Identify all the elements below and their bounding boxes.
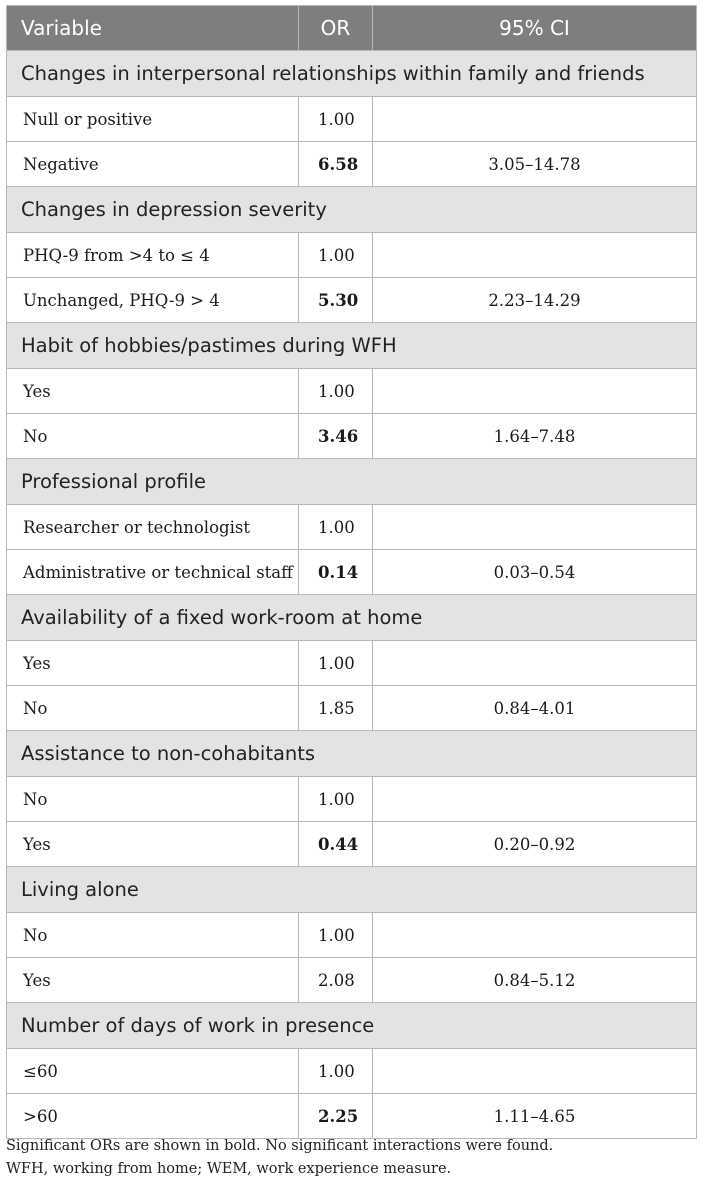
section-title: Number of days of work in presence — [7, 1003, 697, 1049]
ci-cell — [373, 233, 697, 278]
variable-cell: PHQ-9 from >4 to ≤ 4 — [7, 233, 299, 278]
ci-cell: 0.84–5.12 — [373, 958, 697, 1003]
section-row — [7, 459, 697, 505]
or-cell: 1.00 — [299, 1049, 373, 1094]
variable-cell: No — [7, 686, 299, 731]
section-row — [7, 1003, 697, 1049]
table-row — [7, 550, 697, 595]
footnote-significance: Significant ORs are shown in bold. No significant interactions were found. — [6, 1138, 554, 1154]
or-cell: 6.58 — [299, 142, 373, 187]
variable-cell: No — [7, 913, 299, 958]
or-cell: 1.00 — [299, 641, 373, 686]
variable-cell: Yes — [7, 369, 299, 414]
variable-cell: Yes — [7, 641, 299, 686]
footnote-abbreviations: WFH, working from home; WEM, work experience measure. — [6, 1161, 452, 1177]
variable-cell: Yes — [7, 822, 299, 867]
section-title: Changes in interpersonal relationships within family and friends — [7, 51, 697, 97]
table-row — [7, 233, 697, 278]
ci-cell — [373, 97, 697, 142]
odds-ratio-table — [6, 5, 697, 1139]
table-body — [7, 51, 697, 1139]
ci-cell — [373, 505, 697, 550]
variable-cell: No — [7, 414, 299, 459]
variable-cell: >60 — [7, 1094, 299, 1139]
ci-cell — [373, 1049, 697, 1094]
or-cell: 1.00 — [299, 233, 373, 278]
or-cell: 2.25 — [299, 1094, 373, 1139]
ci-cell: 1.64–7.48 — [373, 414, 697, 459]
ci-cell — [373, 913, 697, 958]
table-row — [7, 958, 697, 1003]
section-row — [7, 731, 697, 777]
variable-cell: Unchanged, PHQ-9 > 4 — [7, 278, 299, 323]
section-title: Living alone — [7, 867, 697, 913]
table-row — [7, 822, 697, 867]
section-title: Assistance to non-cohabitants — [7, 731, 697, 777]
or-cell: 0.44 — [299, 822, 373, 867]
ci-cell: 2.23–14.29 — [373, 278, 697, 323]
or-cell: 1.00 — [299, 913, 373, 958]
or-cell: 1.00 — [299, 97, 373, 142]
or-cell: 1.00 — [299, 777, 373, 822]
or-cell: 0.14 — [299, 550, 373, 595]
or-cell: 5.30 — [299, 278, 373, 323]
section-row — [7, 867, 697, 913]
table-row — [7, 1049, 697, 1094]
ci-cell: 3.05–14.78 — [373, 142, 697, 187]
ci-cell: 1.11–4.65 — [373, 1094, 697, 1139]
variable-cell: Administrative or technical staff — [7, 550, 299, 595]
ci-cell — [373, 641, 697, 686]
section-row — [7, 595, 697, 641]
table-row — [7, 414, 697, 459]
table-row — [7, 97, 697, 142]
section-row — [7, 51, 697, 97]
ci-cell — [373, 369, 697, 414]
table-row — [7, 913, 697, 958]
column-header-variable: Variable — [7, 6, 299, 51]
variable-cell: ≤60 — [7, 1049, 299, 1094]
ci-cell: 0.03–0.54 — [373, 550, 697, 595]
or-cell: 1.00 — [299, 505, 373, 550]
section-title: Changes in depression severity — [7, 187, 697, 233]
table-row — [7, 142, 697, 187]
table-row — [7, 1094, 697, 1139]
table-row — [7, 686, 697, 731]
variable-cell: Negative — [7, 142, 299, 187]
table-row — [7, 369, 697, 414]
column-header-ci: 95% CI — [373, 6, 697, 51]
table-row — [7, 641, 697, 686]
table-row — [7, 777, 697, 822]
ci-cell — [373, 777, 697, 822]
or-cell: 1.85 — [299, 686, 373, 731]
section-title: Habit of hobbies/pastimes during WFH — [7, 323, 697, 369]
section-title: Availability of a fixed work-room at home — [7, 595, 697, 641]
table-row — [7, 278, 697, 323]
section-row — [7, 323, 697, 369]
ci-cell: 0.84–4.01 — [373, 686, 697, 731]
variable-cell: Researcher or technologist — [7, 505, 299, 550]
ci-cell: 0.20–0.92 — [373, 822, 697, 867]
section-row — [7, 187, 697, 233]
section-title: Professional profile — [7, 459, 697, 505]
column-header-or: OR — [299, 6, 373, 51]
or-cell: 1.00 — [299, 369, 373, 414]
or-cell: 3.46 — [299, 414, 373, 459]
table-row — [7, 505, 697, 550]
variable-cell: Yes — [7, 958, 299, 1003]
header-row — [7, 6, 697, 51]
table-footnotes — [6, 1135, 696, 1181]
variable-cell: No — [7, 777, 299, 822]
variable-cell: Null or positive — [7, 97, 299, 142]
or-cell: 2.08 — [299, 958, 373, 1003]
